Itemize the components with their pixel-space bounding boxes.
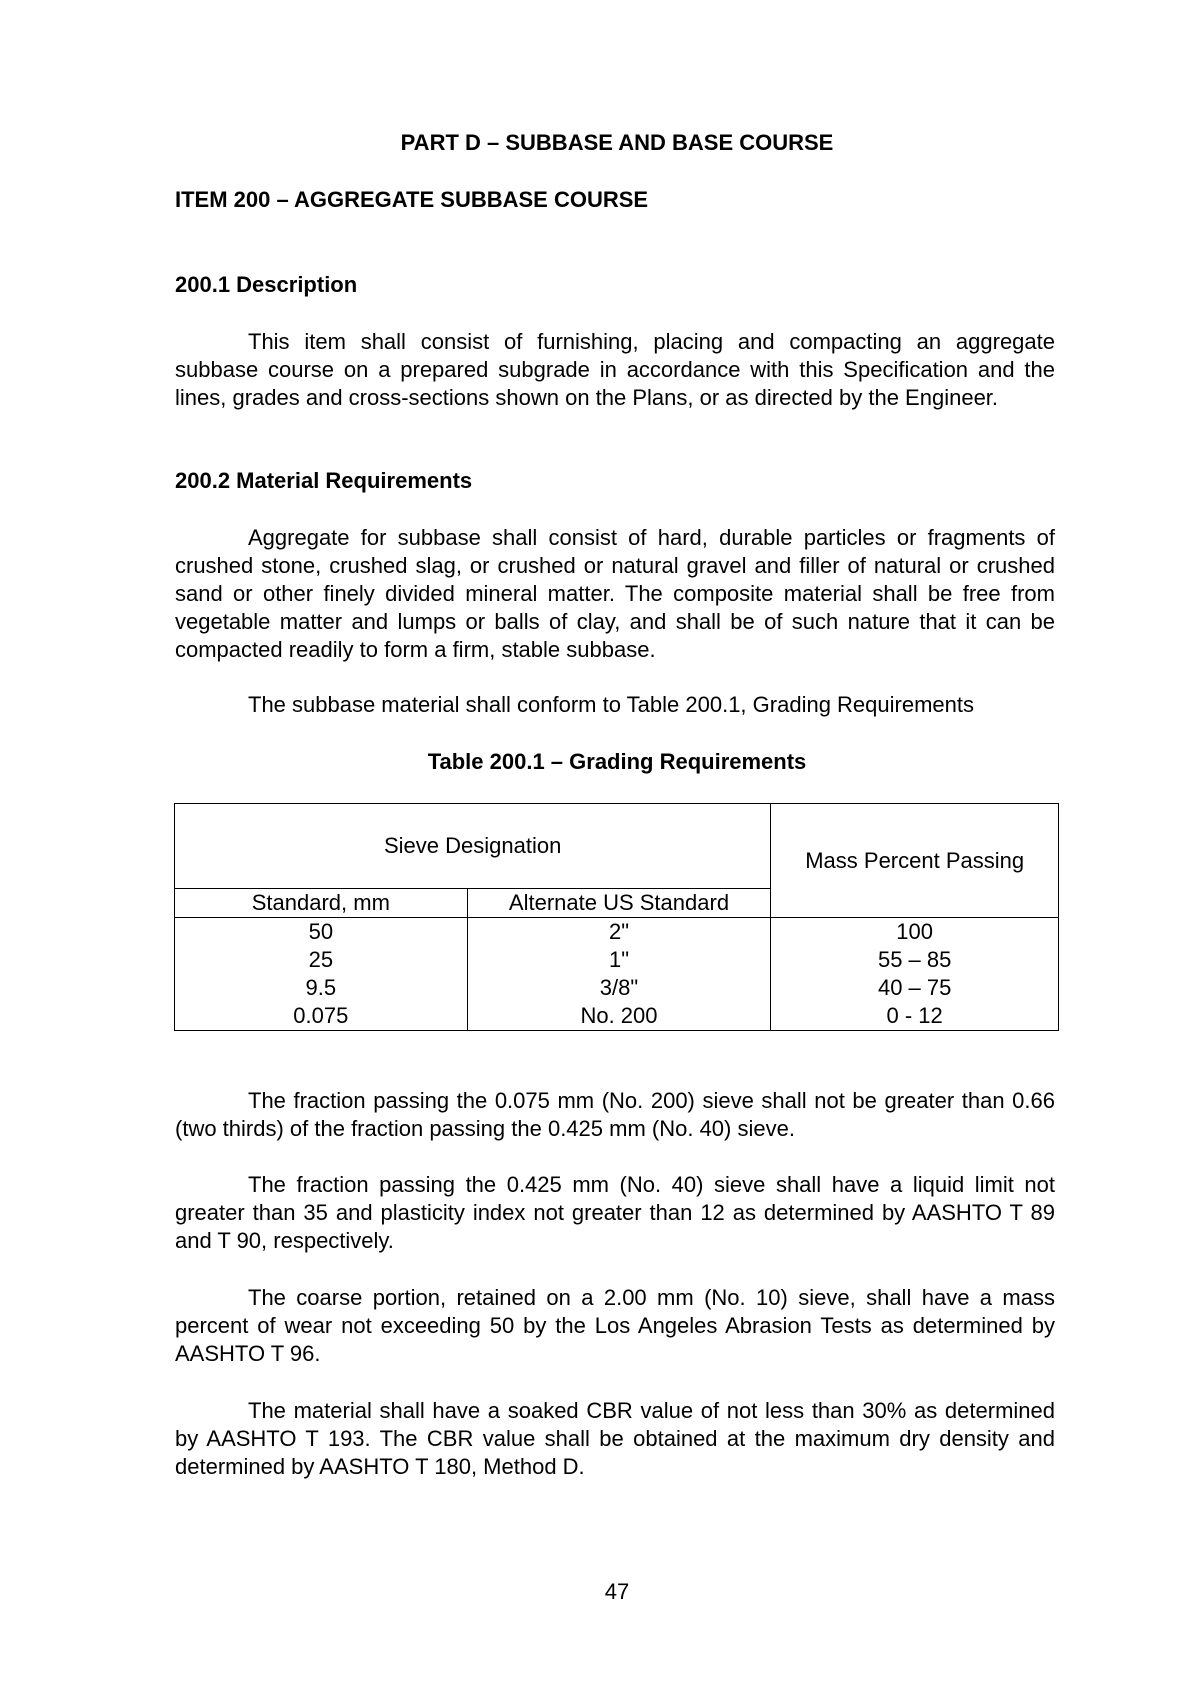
section-heading-material: 200.2 Material Requirements [175, 468, 473, 493]
table-row [175, 974, 1059, 1002]
after-table-paragraph-1: The fraction passing the 0.075 mm (No. 200) sieve shall not be greater than 0.66 (two thirds) of the fraction passing the 0.425 mm (No. 40) sieve. [175, 1088, 1055, 1141]
after-table-paragraph-4: The material shall have a soaked CBR value of not less than 30% as determined by AASHTO T 193. The CBR value shall be obtained at the maximum dry density and determined by AASHTO T 180, Method D. [175, 1398, 1055, 1479]
part-title: PART D – SUBBASE AND BASE COURSE [400, 130, 834, 155]
header-standard-mm: Standard, mm [175, 889, 468, 918]
header-sieve-designation: Sieve Designation [175, 804, 771, 889]
after-table-paragraph-2: The fraction passing the 0.425 mm (No. 40) sieve shall have a liquid limit not greater than 35 and plasticity index not greater than 12 as determined by AASHTO T 89 and T 90, respectively. [175, 1172, 1055, 1253]
cell-standard: 9.5 [175, 974, 468, 1002]
cell-standard: 50 [175, 918, 468, 947]
table-row [175, 1002, 1059, 1031]
page-number: 47 [604, 1579, 630, 1604]
cell-passing: 0 - 12 [771, 1002, 1059, 1031]
table-row [175, 918, 1059, 947]
item-title: ITEM 200 – AGGREGATE SUBBASE COURSE [175, 187, 649, 212]
material-paragraph-1: Aggregate for subbase shall consist of hard, durable particles or fragments of crushed stone, crushed slag, or crushed or natural gravel and filler of natural or crushed sand or other finely divided mineral matter. The composite material shall be free from vegetable matter and lumps or balls of clay, and shall be of such nature that it can be compacted readily to form a firm, stable subbase. [175, 525, 1055, 662]
cell-passing: 55 – 85 [771, 946, 1059, 974]
cell-alternate: 2" [467, 918, 771, 947]
cell-alternate: No. 200 [467, 1002, 771, 1031]
cell-standard: 25 [175, 946, 468, 974]
header-mass-percent-passing: Mass Percent Passing [771, 804, 1059, 918]
table-caption: Table 200.1 – Grading Requirements [427, 749, 807, 774]
cell-alternate: 3/8" [467, 974, 771, 1002]
cell-passing: 40 – 75 [771, 974, 1059, 1002]
cell-alternate: 1" [467, 946, 771, 974]
material-paragraph-2: The subbase material shall conform to Table 200.1, Grading Requirements [248, 692, 974, 717]
section-heading-description: 200.1 Description [175, 272, 358, 297]
cell-standard: 0.075 [175, 1002, 468, 1031]
grading-requirements-table [174, 803, 1059, 1031]
description-paragraph: This item shall consist of furnishing, placing and compacting an aggregate subbase course on a prepared subgrade in accordance with this Specification and the lines, grades and cross-sections shown on the Plans, or as directed by the Engineer. [175, 329, 1055, 410]
header-alternate-us-standard: Alternate US Standard [467, 889, 771, 918]
table-row [175, 946, 1059, 974]
after-table-paragraph-3: The coarse portion, retained on a 2.00 mm (No. 10) sieve, shall have a mass percent of wear not exceeding 50 by the Los Angeles Abrasion Tests as determined by AASHTO T 96. [175, 1285, 1055, 1366]
cell-passing: 100 [771, 918, 1059, 947]
